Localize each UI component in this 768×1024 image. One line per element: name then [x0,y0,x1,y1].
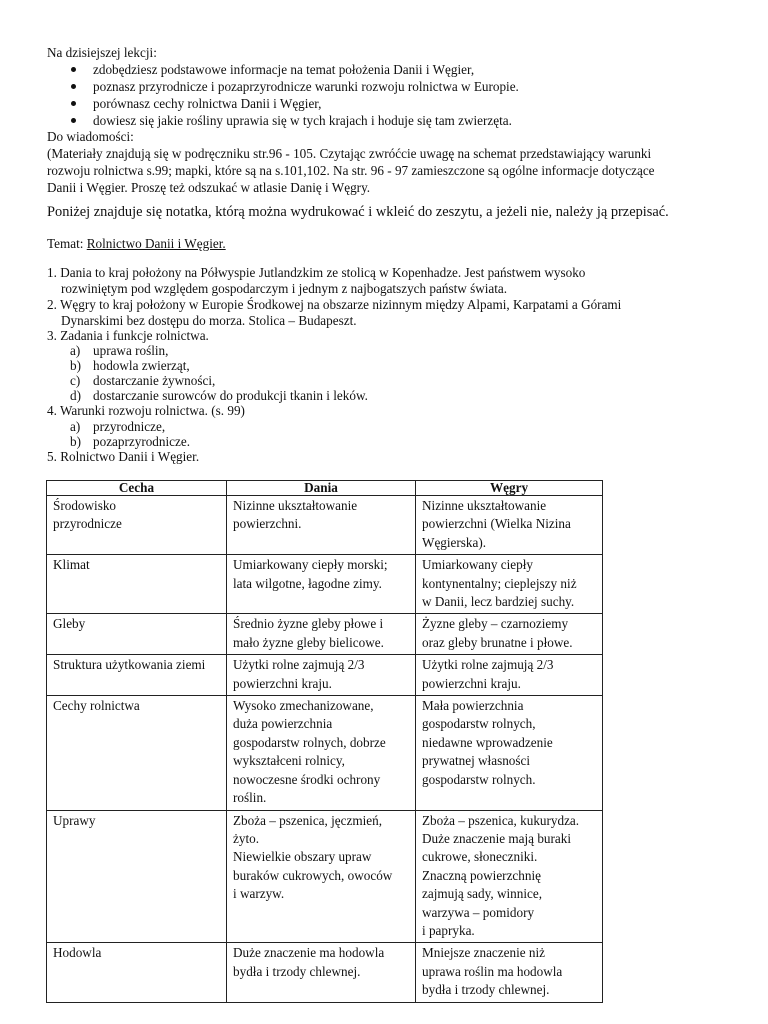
table-row [47,810,603,943]
cell-line: przyrodnicze [53,516,122,532]
cell-line: Hodowla [53,945,102,961]
cell-line: gospodarstw rolnych, [422,716,536,732]
point-3-heading: 3. Zadania i funkcje rolnictwa. [47,328,209,343]
wegry-cell [416,496,603,555]
cell-line: uprawa roślin ma hodowla [422,963,563,979]
cell-line: powierzchni (Wielka Nizina [422,516,571,532]
point-2-line: 2. Węgry to kraj położony w Europie Środkowej na obszarze nizinnym między Alpami, Karpatami a Górami [47,297,622,312]
table-row [47,696,603,810]
cell-line: Średnio żyzne gleby płowe i [233,616,384,632]
list-marker: c) [70,373,81,388]
wegry-cell [416,943,603,1002]
cell-line: Nizinne ukształtowanie [422,498,547,513]
intro-heading: Na dzisiejszej lekcji: [47,45,157,60]
point-4-heading: 4. Warunki rozwoju rolnictwa. (s. 99) [47,403,245,418]
bullet-icon [70,66,78,74]
cell-line: i papryka. [422,922,475,938]
cell-line: buraków cukrowych, owoców [233,867,393,883]
cell-line: gospodarstw rolnych, dobrze [233,734,386,750]
cell-line: Umiarkowany ciepły morski; [233,557,388,573]
list-item: pozaprzyrodnicze. [93,434,191,449]
list-marker: d) [70,388,81,403]
point-5-heading: 5. Rolnictwo Danii i Węgier. [47,449,200,464]
cell-line: gospodarstw rolnych. [422,771,536,787]
list-item: hodowla zwierząt, [93,358,190,373]
feature-cell [47,614,227,655]
cell-line: Mniejsze znaczenie niż [422,945,546,961]
cell-line: Niewielkie obszary upraw [233,849,372,865]
cell-line: nowoczesne środki ochrony [233,771,381,787]
cell-line: Użytki rolne zajmują 2/3 [422,657,554,673]
list-marker: a) [70,419,81,434]
wegry-cell [416,614,603,655]
cell-line: Zboża – pszenica, kukurydza. [422,812,580,828]
feature-cell [47,696,227,810]
cell-line: mało żyzne gleby bielicowe. [233,634,384,650]
cell-line: Klimat [53,557,90,573]
cell-line: powierzchni. [233,516,302,532]
intro-bullet: porównasz cechy rolnictwa Danii i Węgier, [93,96,322,111]
cell-line: Struktura użytkowania ziemi [53,657,206,673]
cell-line: i warzyw. [233,886,285,902]
cell-line: zajmują sady, winnice, [422,886,542,902]
cell-line: warzywa – pomidory [422,904,535,920]
table-row [47,555,603,614]
topic-prefix: Temat: [47,236,87,251]
list-marker: b) [70,358,81,373]
dania-cell [227,614,416,655]
cell-line: Duże znaczenie mają buraki [422,830,572,846]
cell-line: w Danii, lecz bardziej suchy. [422,594,575,610]
cell-line: bydła i trzody chlewnej. [233,963,361,979]
feature-cell [47,496,227,555]
header-dania: Dania [227,481,416,496]
cell-line: kontynentalny; cieplejszy niż [422,575,577,591]
list-item: uprawa roślin, [93,343,169,358]
topic-line [47,235,226,252]
cell-line: Węgierska). [422,534,487,550]
list-item: dostarczanie surowców do produkcji tkanin i leków. [93,388,368,403]
bullet-icon [70,100,78,108]
cell-line: bydła i trzody chlewnej. [422,982,550,998]
dania-cell [227,810,416,943]
dania-cell [227,655,416,696]
list-item: przyrodnicze, [93,419,166,434]
cell-line: powierzchni kraju. [233,675,332,691]
cell-line: wykształceni rolnicy, [233,753,345,769]
bullet-icon [70,83,78,91]
note-line: (Materiały znajdują się w podręczniku str.96 - 105. Czytając zwróćcie uwagę na schemat przedstawiający warunki [47,146,652,161]
table-header-row [47,481,603,496]
list-item: dostarczanie żywności, [93,373,216,388]
cell-line: Wysoko zmechanizowane, [233,698,374,714]
note-line: Danii i Węgier. Proszę też odszukać w atlasie Danię i Węgry. [47,180,371,195]
cell-line: oraz gleby brunatne i płowe. [422,634,573,650]
feature-cell [47,943,227,1002]
table-row [47,655,603,696]
header-cecha: Cecha [47,481,227,496]
cell-line: duża powierzchnia [233,716,333,732]
point-1-line: rozwiniętym pod względem gospodarczym i jednym z najbogatszych państw świata. [61,281,508,296]
cell-line: Mała powierzchnia [422,698,524,714]
bullet-icon [70,117,78,125]
feature-cell [47,810,227,943]
point-2-line: Dynarskimi bez dostępu do morza. Stolica – Budapeszt. [61,313,357,328]
cell-line: Umiarkowany ciepły [422,557,533,573]
cell-line: Środowisko [53,498,117,513]
intro-bullet: dowiesz się jakie rośliny uprawia się w tych krajach i hoduje się tam zwierzęta. [93,113,512,128]
cell-line: lata wilgotne, łagodne zimy. [233,575,382,591]
cell-line: Nizinne ukształtowanie [233,498,358,513]
cell-line: prywatnej własności [422,753,531,769]
instruction-text: Poniżej znajduje się notatka, którą można wydrukować i wkleić do zeszytu, a jeżeli nie, należy ją przepisać. [47,204,669,220]
table-row [47,943,603,1002]
cell-line: Gleby [53,616,86,632]
table-row [47,496,603,555]
intro-bullet: poznasz przyrodnicze i pozaprzyrodnicze warunki rozwoju rolnictwa w Europie. [93,79,519,94]
cell-line: żyto. [233,830,260,846]
feature-cell [47,655,227,696]
note-line: rozwoju rolnictwa s.99; mapki, które są na s.101,102. Na str. 96 - 97 zamieszczone są ogólne informacje dotyczące [47,163,655,178]
cell-line: Duże znaczenie ma hodowla [233,945,385,961]
wegry-cell [416,555,603,614]
topic-title: Rolnictwo Danii i Węgier. [86,236,226,251]
comparison-table [46,480,603,1003]
point-1-line: 1. Dania to kraj położony na Półwyspie Jutlandzkim ze stolicą w Kopenhadze. Jest państwem wysoko [47,265,586,280]
wegry-cell [416,655,603,696]
intro-bullet: zdobędziesz podstawowe informacje na temat położenia Danii i Węgier, [93,62,475,77]
table-row [47,614,603,655]
dania-cell [227,696,416,810]
cell-line: Znaczną powierzchnię [422,867,541,883]
note-heading: Do wiadomości: [47,129,134,144]
list-marker: a) [70,343,81,358]
cell-line: niedawne wprowadzenie [422,734,553,750]
wegry-cell [416,810,603,943]
cell-line: roślin. [233,790,267,806]
cell-line: cukrowe, słoneczniki. [422,849,538,865]
cell-line: Cechy rolnictwa [53,698,140,714]
wegry-cell [416,696,603,810]
cell-line: Użytki rolne zajmują 2/3 [233,657,365,673]
cell-line: Uprawy [53,812,96,828]
list-marker: b) [70,434,81,449]
feature-cell [47,555,227,614]
cell-line: Zboża – pszenica, jęczmień, [233,812,383,828]
dania-cell [227,496,416,555]
dania-cell [227,943,416,1002]
header-wegry: Węgry [416,481,603,496]
cell-line: Żyzne gleby – czarnoziemy [422,616,569,632]
dania-cell [227,555,416,614]
cell-line: powierzchni kraju. [422,675,521,691]
